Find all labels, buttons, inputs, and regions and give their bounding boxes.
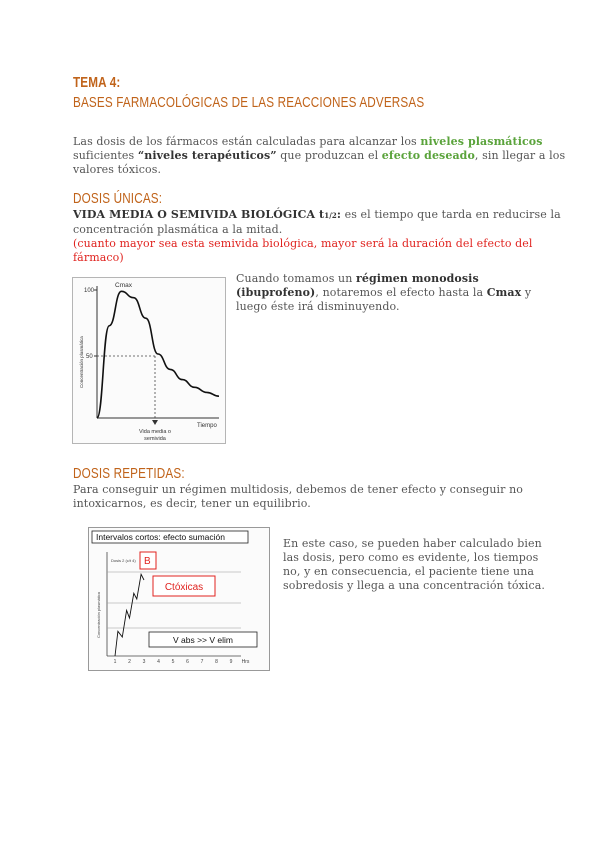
repeated-dose-chart <box>88 527 270 671</box>
x-tick-5: 5 <box>171 659 175 665</box>
overdose-text-3: no, y en consecuencia, el paciente tiene una <box>283 565 535 578</box>
intro-text-3: que produzcan el <box>276 149 382 162</box>
overdose-text-1: En este caso, se pueden haber calculado bien <box>283 537 542 550</box>
x-tick-4: 4 <box>157 659 160 665</box>
concentration-curve <box>97 291 219 418</box>
half-life-note-2: fármaco) <box>73 251 124 264</box>
dose-small-label: Dosis 2 (c/t 4) <box>111 558 136 563</box>
intro-highlight-effect: efecto deseado <box>381 149 475 162</box>
x-tick-6: 6 <box>186 659 189 665</box>
badge-b: B <box>144 556 151 567</box>
ibuprofen-highlight: (ibuprofeno) <box>236 286 316 299</box>
x-tick-hrs: Hrs <box>241 659 250 665</box>
half-life-def-1: es el tiempo que tarda en reducirse la <box>341 208 561 221</box>
section-heading-single-dose: DOSIS ÚNICAS: <box>73 190 163 207</box>
monodose-highlight: régimen monodosis <box>356 272 479 285</box>
cmax-highlight: Cmax <box>486 286 522 299</box>
single-dose-chart <box>72 277 226 444</box>
chart-title: Intervalos cortos: efecto sumación <box>96 532 225 542</box>
half-life-note-1: (cuanto mayor sea esta semivida biológica, mayor será la duración del efecto del <box>73 237 533 250</box>
overdose-text-4: sobredosis y llega a una concentración tóxica. <box>283 579 545 592</box>
half-life-def-2: concentración plasmática a la mitad. <box>73 223 283 236</box>
monodose-text-4: luego éste irá disminuyendo. <box>236 300 400 313</box>
x-tick-7: 7 <box>200 659 204 665</box>
x-axis-label: Tiempo <box>197 423 217 429</box>
intro-text-4: , sin llegar a los <box>474 149 566 162</box>
single-dose-chart-svg <box>73 278 225 443</box>
intro-text-1: Las dosis de los fármacos están calculadas para alcanzar los <box>73 135 421 148</box>
monodose-text-1: Cuando tomamos un <box>236 272 356 285</box>
rate-label: V abs >> V elim <box>172 635 234 645</box>
half-life-subscript: 1/2 <box>324 211 337 220</box>
monodose-paragraph <box>236 272 536 314</box>
half-life-definition <box>73 208 561 265</box>
overdose-paragraph <box>283 537 583 593</box>
half-life-label-2: semivida <box>144 436 166 442</box>
intro-paragraph <box>73 135 566 177</box>
y-axis-label: Concentración plasmática <box>96 591 101 638</box>
half-life-arrow <box>152 420 158 425</box>
multidose-paragraph <box>73 483 543 511</box>
x-tick-9: 9 <box>229 659 233 665</box>
repeated-dose-chart-svg <box>89 528 269 670</box>
intro-text-2: suficientes <box>73 149 138 162</box>
x-tick-8: 8 <box>215 659 218 665</box>
y-axis-label: Concentración plasmática <box>79 336 84 388</box>
half-life-label-1: Vida media o <box>138 429 172 435</box>
cmax-label: Cmax <box>115 282 132 289</box>
half-life-term: VIDA MEDIA O SEMIVIDA BIOLÓGICA t <box>73 208 325 221</box>
intro-text-5: valores tóxicos. <box>73 163 162 176</box>
monodose-text-3: y <box>521 286 532 299</box>
section-heading-repeated-dose: DOSIS REPETIDAS: <box>73 465 185 482</box>
toxic-label: Ctóxicas <box>164 582 204 593</box>
topic-title: BASES FARMACOLÓGICAS DE LAS REACCIONES ADVERSAS <box>73 94 425 111</box>
tick-100-label: 100 <box>84 288 95 294</box>
tick-50-label: 50 <box>86 354 93 360</box>
intro-highlight-therapeutic: “niveles terapéuticos” <box>137 149 277 162</box>
monodose-text-2: , notaremos el efecto hasta la <box>315 286 487 299</box>
x-tick-1: 1 <box>113 659 117 665</box>
intro-highlight-plasma-levels: niveles plasmáticos <box>420 135 543 148</box>
x-tick-3: 3 <box>142 659 146 665</box>
multidose-text-2: intoxicarnos, es decir, tener un equilibrio. <box>73 497 311 510</box>
x-tick-group <box>114 659 250 665</box>
concentration-sawtooth <box>115 574 144 656</box>
overdose-text-2: las dosis, pero como es evidente, los tiempos <box>283 551 539 564</box>
multidose-text-1: Para conseguir un régimen multidosis, debemos de tener efecto y conseguir no <box>73 483 524 496</box>
half-life-colon: : <box>336 208 341 221</box>
topic-number: TEMA 4: <box>73 74 121 91</box>
x-tick-2: 2 <box>128 659 131 665</box>
